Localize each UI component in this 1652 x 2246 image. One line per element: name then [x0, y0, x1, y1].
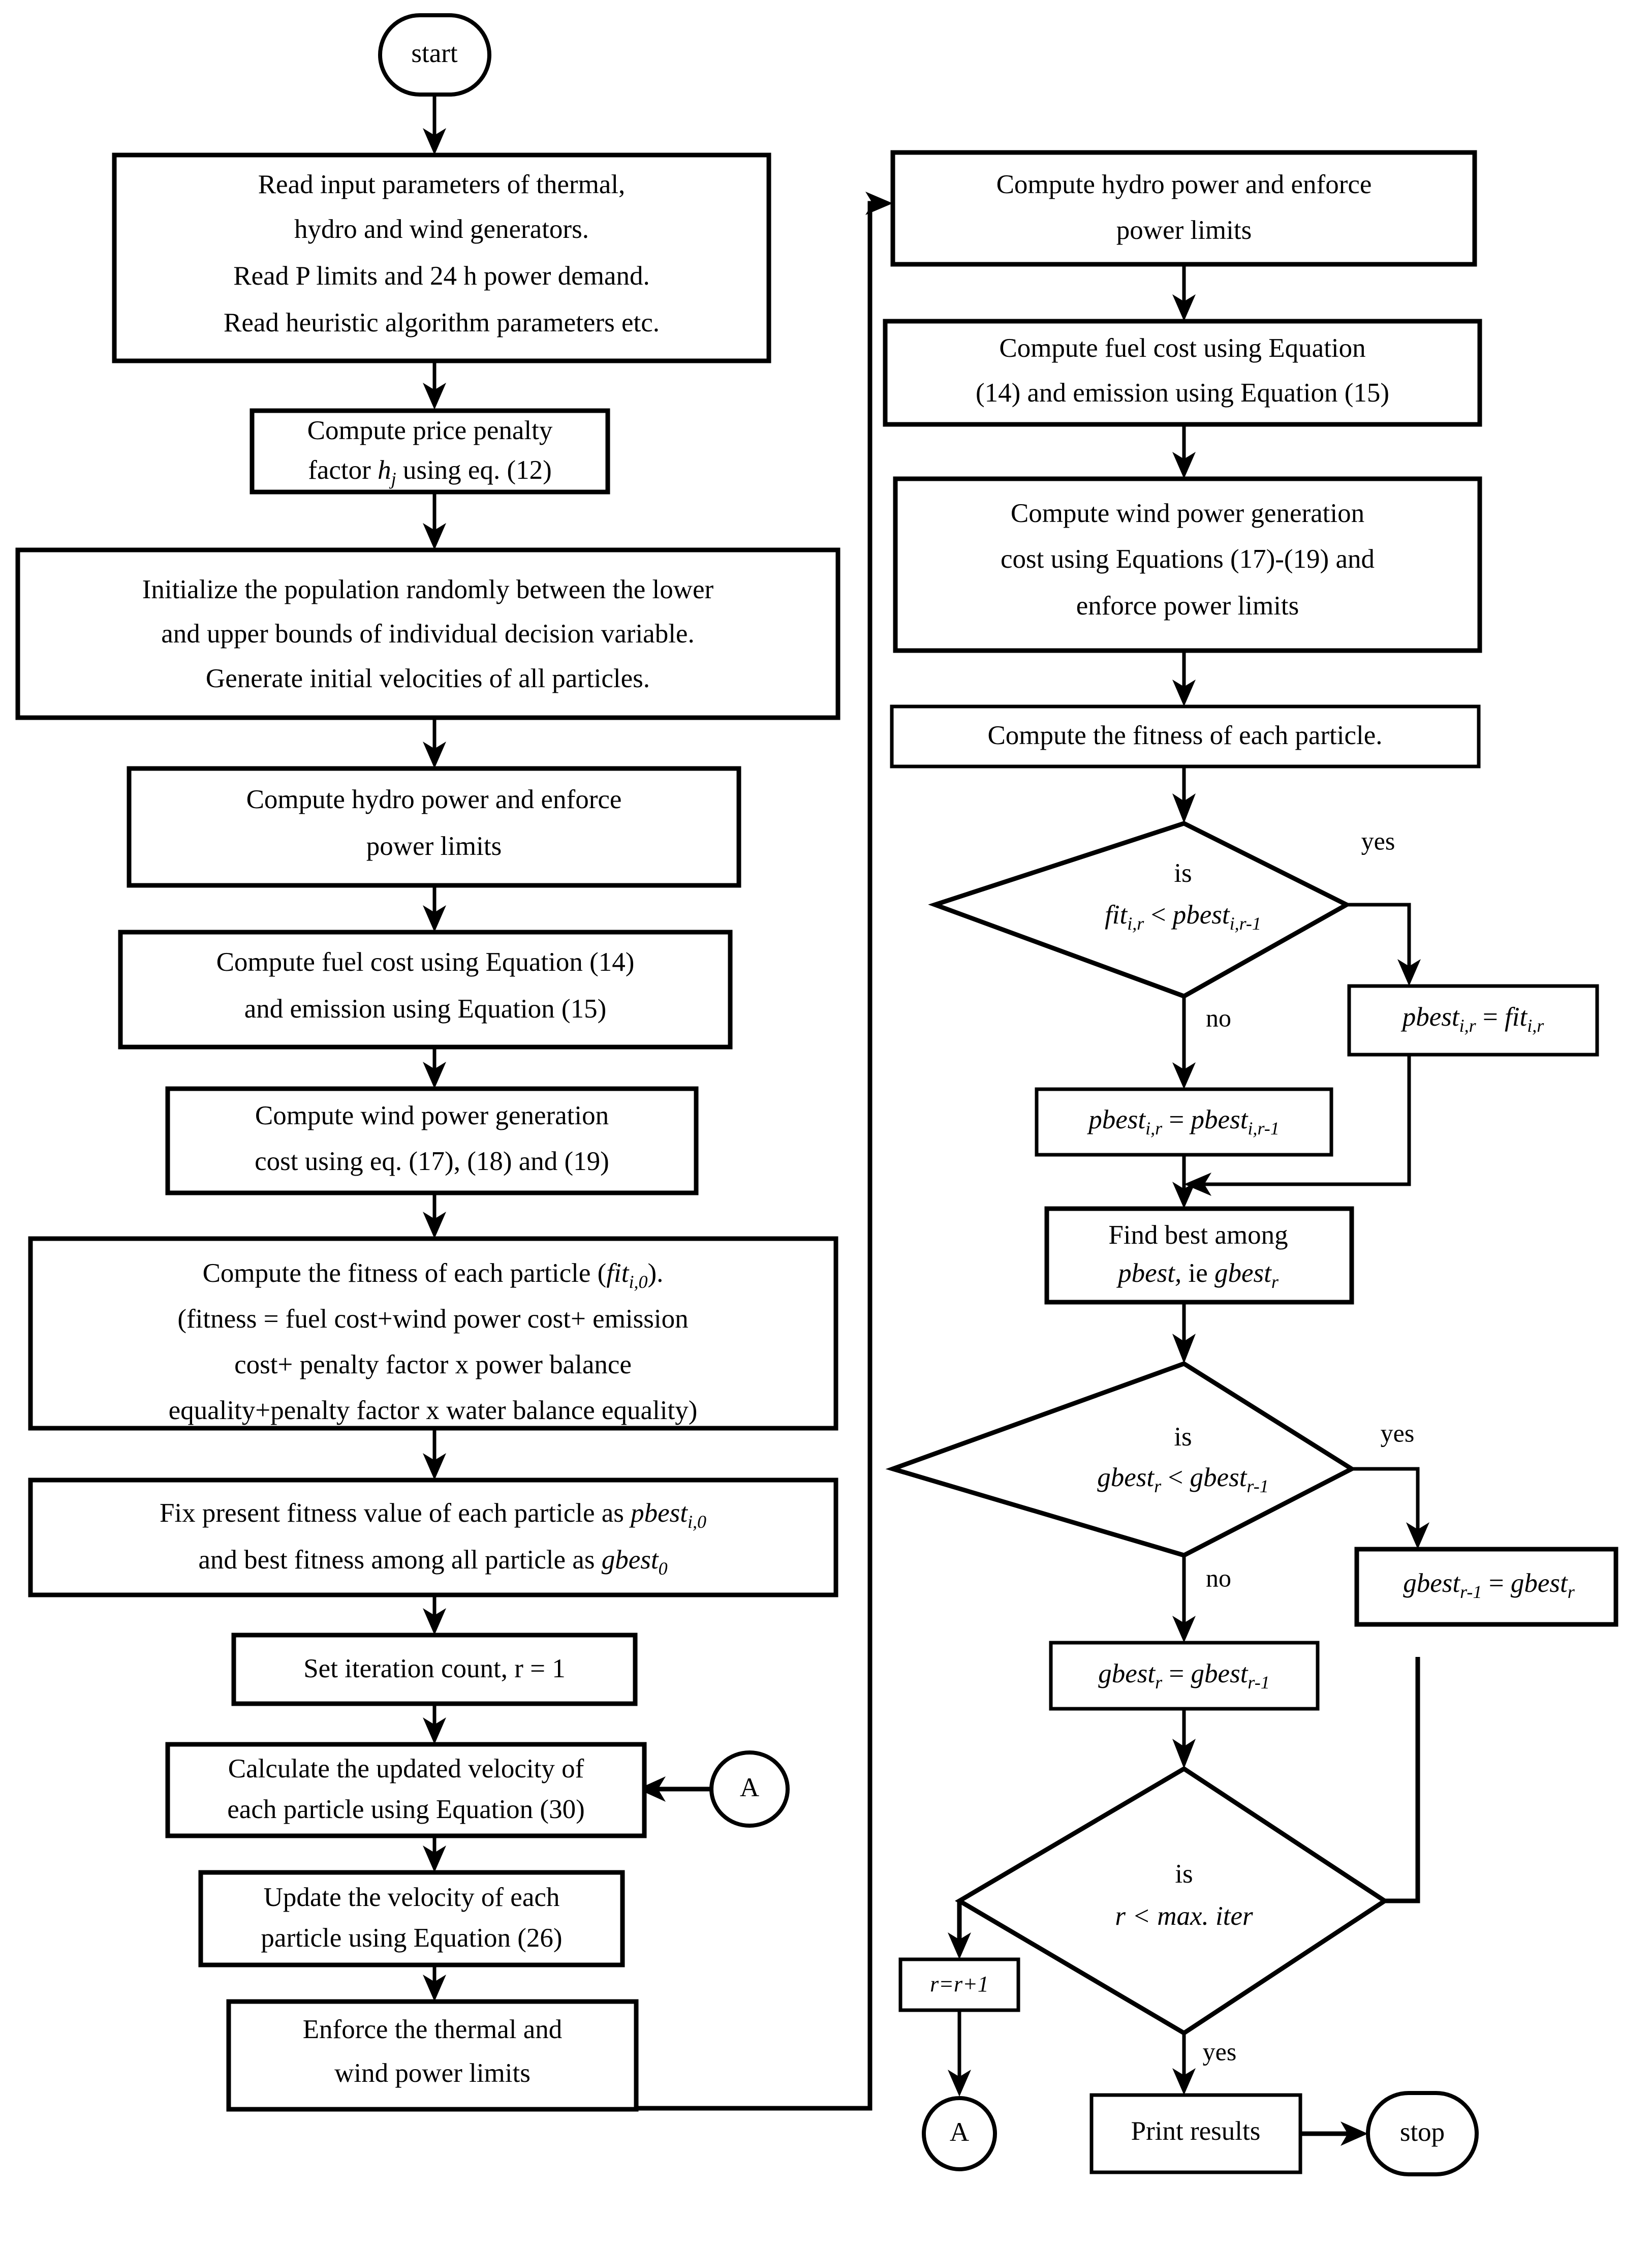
- decision-pbest-no-label: no: [1206, 1003, 1231, 1032]
- stop-label: stop: [1399, 2117, 1445, 2147]
- fitness-left-sub: i,0: [629, 1272, 648, 1293]
- pbest-no-sub-1: i,r: [1145, 1118, 1163, 1139]
- find-best-sub: r: [1271, 1272, 1279, 1293]
- decision-iter-yes-label: yes: [1202, 2037, 1237, 2066]
- node-hydro-left[interactable]: [129, 768, 739, 885]
- fix-fitness-var-1: pbest: [631, 1498, 688, 1528]
- fix-fitness-line-1: [160, 1498, 706, 1532]
- gbest-assign-no-expression: [1098, 1659, 1270, 1693]
- fuel-left-line-1: Compute fuel cost using Equation (14): [216, 947, 635, 977]
- node-decision-iter[interactable]: [959, 1769, 1385, 2066]
- pbest-yes-sub-2: i,r: [1527, 1016, 1544, 1036]
- fix-fitness-prefix-1: Fix present fitness value of each particle as: [159, 1498, 631, 1528]
- gbest-no-sub-2: r-1: [1248, 1672, 1270, 1693]
- fitness-left-suffix: ).: [647, 1258, 664, 1288]
- decision-gbest-expression: [1097, 1463, 1269, 1496]
- gbest-yes-var-2: gbest: [1510, 1568, 1568, 1598]
- increment-r-label: r=r+1: [930, 1972, 989, 1997]
- node-fitness-left[interactable]: [30, 1239, 836, 1428]
- set-iter-label: Set iteration count, r = 1: [303, 1654, 566, 1684]
- fix-fitness-var-2: gbest: [601, 1545, 659, 1575]
- pbest-no-var-2: pbest: [1191, 1105, 1248, 1135]
- decision-gbest-op: <: [1161, 1463, 1190, 1493]
- gbest-no-var-1: gbest: [1098, 1659, 1156, 1689]
- initialize-line-3: Generate initial velocities of all particles.: [205, 664, 650, 694]
- connector-a-right-label: A: [739, 1773, 760, 1803]
- node-update-velocity[interactable]: [201, 1872, 622, 1965]
- pbest-yes-op: =: [1476, 1002, 1505, 1032]
- calc-velocity-line-2: each particle using Equation (30): [227, 1795, 585, 1825]
- find-best-gbest: gbest: [1214, 1258, 1271, 1288]
- node-fuel-left[interactable]: [120, 932, 730, 1047]
- fuel-right-line-1: Compute fuel cost using Equation: [999, 333, 1366, 363]
- node-wind-left[interactable]: [168, 1089, 696, 1193]
- pbest-no-var-1: pbest: [1088, 1105, 1146, 1135]
- node-gbest-assign-no[interactable]: [1051, 1643, 1318, 1709]
- wind-right-line-2: cost using Equations (17)-(19) and: [1001, 544, 1375, 574]
- node-connector-a-bottom[interactable]: [924, 2098, 995, 2169]
- decision-gbest-no-label: no: [1206, 1563, 1231, 1592]
- enforce-limits-line-2: wind power limits: [334, 2058, 531, 2088]
- decision-pbest-op: <: [1144, 900, 1173, 930]
- gbest-yes-op: =: [1482, 1568, 1511, 1598]
- read-inputs-line-4: Read heuristic algorithm parameters etc.: [224, 308, 660, 338]
- fuel-left-line-2: and emission using Equation (15): [244, 994, 607, 1024]
- node-connector-a-right[interactable]: [711, 1752, 788, 1826]
- wind-right-line-1: Compute wind power generation: [1010, 499, 1365, 529]
- find-best-ie: ie: [1188, 1258, 1214, 1288]
- node-enforce-limits[interactable]: [229, 2002, 636, 2109]
- node-gbest-assign-yes[interactable]: [1357, 1549, 1616, 1624]
- fuel-right-line-2: (14) and emission using Equation (15): [975, 378, 1390, 408]
- wind-right-line-3: enforce power limits: [1076, 591, 1299, 621]
- calc-velocity-line-1: Calculate the updated velocity of: [228, 1754, 584, 1784]
- decision-pbest-shape: [935, 823, 1347, 996]
- start-label: start: [411, 39, 458, 69]
- gbest-yes-var-1: gbest: [1403, 1568, 1460, 1598]
- read-inputs-line-3: Read P limits and 24 h power demand.: [233, 261, 650, 291]
- node-set-iter[interactable]: [234, 1635, 635, 1704]
- decision-pbest-line-1: is: [1174, 858, 1192, 888]
- node-stop[interactable]: [1368, 2093, 1477, 2174]
- gbest-yes-sub-2: r: [1567, 1582, 1575, 1603]
- fitness-right-label: Compute the fitness of each particle.: [987, 721, 1383, 751]
- decision-pbest-yes-label: yes: [1361, 826, 1395, 855]
- gbest-yes-sub-1: r-1: [1460, 1582, 1482, 1603]
- find-best-line-2: [1116, 1258, 1279, 1292]
- decision-gbest-sub-2: r-1: [1246, 1476, 1269, 1497]
- print-results-label: Print results: [1131, 2116, 1261, 2146]
- connector-a-bottom-label: A: [949, 2117, 970, 2147]
- pbest-yes-var-1: pbest: [1402, 1002, 1459, 1032]
- update-velocity-line-2: particle using Equation (26): [261, 1923, 563, 1953]
- decision-iter-line-2: r < max. iter: [1115, 1901, 1253, 1931]
- gbest-no-var-2: gbest: [1191, 1659, 1248, 1689]
- edge-gbest-yes: [1352, 1469, 1418, 1540]
- decision-gbest-sub-1: r: [1154, 1476, 1162, 1497]
- decision-gbest-var-2: gbest: [1190, 1463, 1247, 1493]
- edge-pbest-yes: [1347, 905, 1409, 978]
- fix-fitness-prefix-2: and best fitness among all particle as: [198, 1545, 602, 1575]
- initialize-line-2: and upper bounds of individual decision variable.: [161, 619, 695, 649]
- hydro-left-line-2: power limits: [366, 832, 502, 862]
- pbest-no-sub-2: i,r-1: [1248, 1118, 1280, 1139]
- gbest-assign-yes-expression: [1403, 1568, 1575, 1602]
- fix-fitness-shape: [30, 1480, 836, 1595]
- node-calc-velocity[interactable]: [168, 1744, 644, 1836]
- node-initialize[interactable]: [18, 550, 838, 718]
- read-inputs-line-1: Read input parameters of thermal,: [258, 170, 626, 200]
- hydro-right-line-2: power limits: [1116, 216, 1252, 245]
- node-wind-right[interactable]: [895, 479, 1480, 651]
- decision-gbest-yes-label: yes: [1380, 1419, 1415, 1448]
- gbest-no-op: =: [1162, 1659, 1191, 1689]
- enforce-limits-line-1: Enforce the thermal and: [302, 2015, 563, 2045]
- wind-left-line-2: cost using eq. (17), (18) and (19): [255, 1147, 609, 1177]
- hydro-right-shape: [893, 152, 1475, 264]
- initialize-line-1: Initialize the population randomly between the lower: [142, 575, 714, 605]
- node-find-best[interactable]: [1047, 1209, 1352, 1302]
- fitness-left-var: fit: [606, 1258, 629, 1288]
- fix-fitness-line-2: [198, 1545, 667, 1579]
- pbest-yes-sub-1: i,r: [1459, 1016, 1476, 1036]
- price-penalty-var: h: [378, 455, 391, 485]
- wind-left-line-1: Compute wind power generation: [255, 1101, 609, 1131]
- price-penalty-suffix: using eq. (12): [396, 455, 552, 485]
- decision-pbest-var-1: fit: [1105, 900, 1128, 930]
- node-decision-gbest[interactable]: [893, 1364, 1414, 1592]
- node-price-penalty[interactable]: [252, 411, 608, 492]
- pbest-no-op: =: [1162, 1105, 1191, 1135]
- decision-iter-line-1: is: [1175, 1859, 1193, 1889]
- decision-pbest-sub-2: i,r-1: [1229, 913, 1261, 934]
- node-increment-r[interactable]: [900, 1959, 1018, 2010]
- node-read-inputs[interactable]: [114, 155, 769, 361]
- decision-gbest-shape: [893, 1364, 1352, 1555]
- node-pbest-assign-yes[interactable]: [1349, 986, 1597, 1055]
- price-penalty-sub: j: [391, 469, 396, 489]
- fitness-left-line-2: (fitness = fuel cost+wind power cost+ emission: [177, 1304, 689, 1334]
- node-start[interactable]: [380, 15, 489, 95]
- fitness-left-line-1: [203, 1258, 664, 1292]
- fix-fitness-sub-2: 0: [658, 1558, 668, 1579]
- node-fitness-right[interactable]: [892, 706, 1479, 766]
- node-pbest-assign-no[interactable]: [1037, 1089, 1331, 1155]
- gbest-no-sub-1: r: [1155, 1672, 1163, 1693]
- hydro-right-line-1: Compute hydro power and enforce: [996, 170, 1372, 200]
- node-print-results[interactable]: [1092, 2095, 1300, 2172]
- node-fuel-right[interactable]: [885, 321, 1480, 424]
- price-penalty-line-1: Compute price penalty: [307, 416, 553, 446]
- update-velocity-line-1: Update the velocity of each: [263, 1883, 560, 1913]
- fix-fitness-sub-1: i,0: [688, 1512, 707, 1532]
- pbest-yes-var-2: fit: [1505, 1002, 1528, 1032]
- price-penalty-prefix: factor: [308, 455, 378, 485]
- decision-pbest-var-2: pbest: [1172, 900, 1230, 930]
- decision-iter-shape: [959, 1769, 1385, 2033]
- decision-gbest-line-1: is: [1174, 1422, 1192, 1452]
- price-penalty-line-2: [308, 455, 552, 489]
- decision-pbest-sub-1: i,r: [1127, 913, 1144, 934]
- fitness-left-prefix: Compute the fitness of each particle (: [202, 1258, 607, 1288]
- find-best-pbest: pbest,: [1118, 1258, 1189, 1288]
- node-hydro-right[interactable]: [893, 152, 1475, 264]
- read-inputs-line-2: hydro and wind generators.: [294, 214, 589, 244]
- decision-gbest-var-1: gbest: [1097, 1463, 1155, 1493]
- fitness-left-line-4: equality+penalty factor x water balance equality): [168, 1396, 698, 1426]
- find-best-line-1: Find best among: [1108, 1220, 1288, 1250]
- hydro-left-line-1: Compute hydro power and enforce: [246, 785, 622, 815]
- fitness-left-line-3: cost+ penalty factor x power balance: [234, 1350, 632, 1380]
- node-fix-fitness[interactable]: [30, 1480, 836, 1595]
- node-decision-pbest[interactable]: [935, 823, 1395, 1032]
